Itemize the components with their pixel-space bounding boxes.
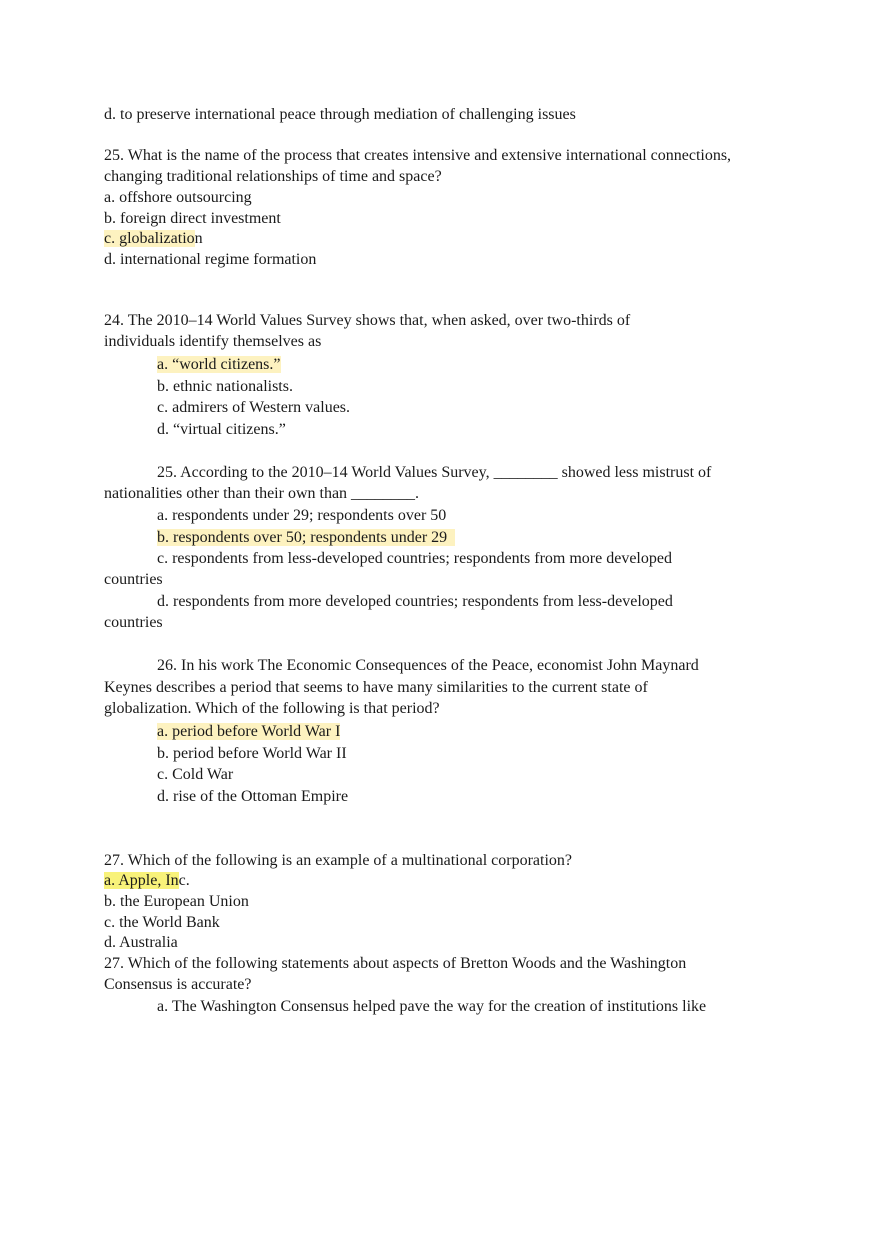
question-stem: 27. Which of the following statements about aspects of Bretton Woods and the Washington	[104, 955, 687, 972]
highlight: a. period before World War I	[157, 723, 341, 740]
answer-line: d. to preserve international peace through mediation of challenging issues	[104, 106, 576, 123]
answer-option: b. foreign direct investment	[104, 210, 281, 227]
question-stem: individuals identify themselves as	[104, 333, 322, 350]
answer-option-wrap: countries	[104, 571, 163, 588]
answer-option-correct	[157, 722, 340, 742]
question-stem: 26. In his work The Economic Consequences of the Peace, economist John Maynard	[157, 657, 699, 674]
highlight-rest: n	[194, 230, 203, 247]
answer-option: d. international regime formation	[104, 251, 317, 268]
answer-option-correct	[104, 229, 203, 249]
highlight: b. respondents over 50; respondents under 29	[157, 529, 456, 546]
answer-option: c. the World Bank	[104, 914, 220, 931]
answer-option: d. rise of the Ottoman Empire	[157, 788, 349, 805]
answer-option: b. the European Union	[104, 893, 249, 910]
answer-option: c. admirers of Western values.	[157, 399, 351, 416]
question-stem: 27. Which of the following is an example of a multinational corporation?	[104, 852, 573, 869]
answer-option: d. “virtual citizens.”	[157, 421, 286, 438]
answer-option-wrap: countries	[104, 614, 163, 631]
answer-option: c. respondents from less-developed countries; respondents from more developed	[157, 550, 672, 567]
highlight-rest: c.	[178, 872, 190, 889]
answer-option: a. offshore outsourcing	[104, 189, 252, 206]
answer-option: b. period before World War II	[157, 745, 347, 762]
highlight: a. “world citizens.”	[157, 356, 281, 373]
question-stem: 25. What is the name of the process that creates intensive and extensive international connections,	[104, 147, 732, 164]
question-stem: changing traditional relationships of time and space?	[104, 168, 442, 185]
highlight: a. Apple, In	[104, 872, 179, 889]
answer-option: c. Cold War	[157, 766, 234, 783]
answer-option-correct	[157, 355, 281, 375]
question-stem: Consensus is accurate?	[104, 976, 252, 993]
answer-option-correct	[157, 528, 455, 548]
answer-option: a. The Washington Consensus helped pave the way for the creation of institutions like	[157, 998, 707, 1015]
question-stem: Keynes describes a period that seems to have many similarities to the current state of	[104, 679, 648, 696]
question-stem: globalization. Which of the following is that period?	[104, 700, 440, 717]
question-stem: 24. The 2010–14 World Values Survey shows that, when asked, over two-thirds of	[104, 312, 631, 329]
answer-option-correct	[104, 871, 190, 891]
highlight: c. globalizatio	[104, 230, 195, 247]
question-stem: nationalities other than their own than ________.	[104, 485, 420, 502]
question-stem: 25. According to the 2010–14 World Values Survey, ________ showed less mistrust of	[157, 464, 712, 481]
answer-option: b. ethnic nationalists.	[157, 378, 293, 395]
answer-option: a. respondents under 29; respondents over 50	[157, 507, 447, 524]
answer-option: d. respondents from more developed countries; respondents from less-developed	[157, 593, 673, 610]
answer-option: d. Australia	[104, 934, 178, 951]
